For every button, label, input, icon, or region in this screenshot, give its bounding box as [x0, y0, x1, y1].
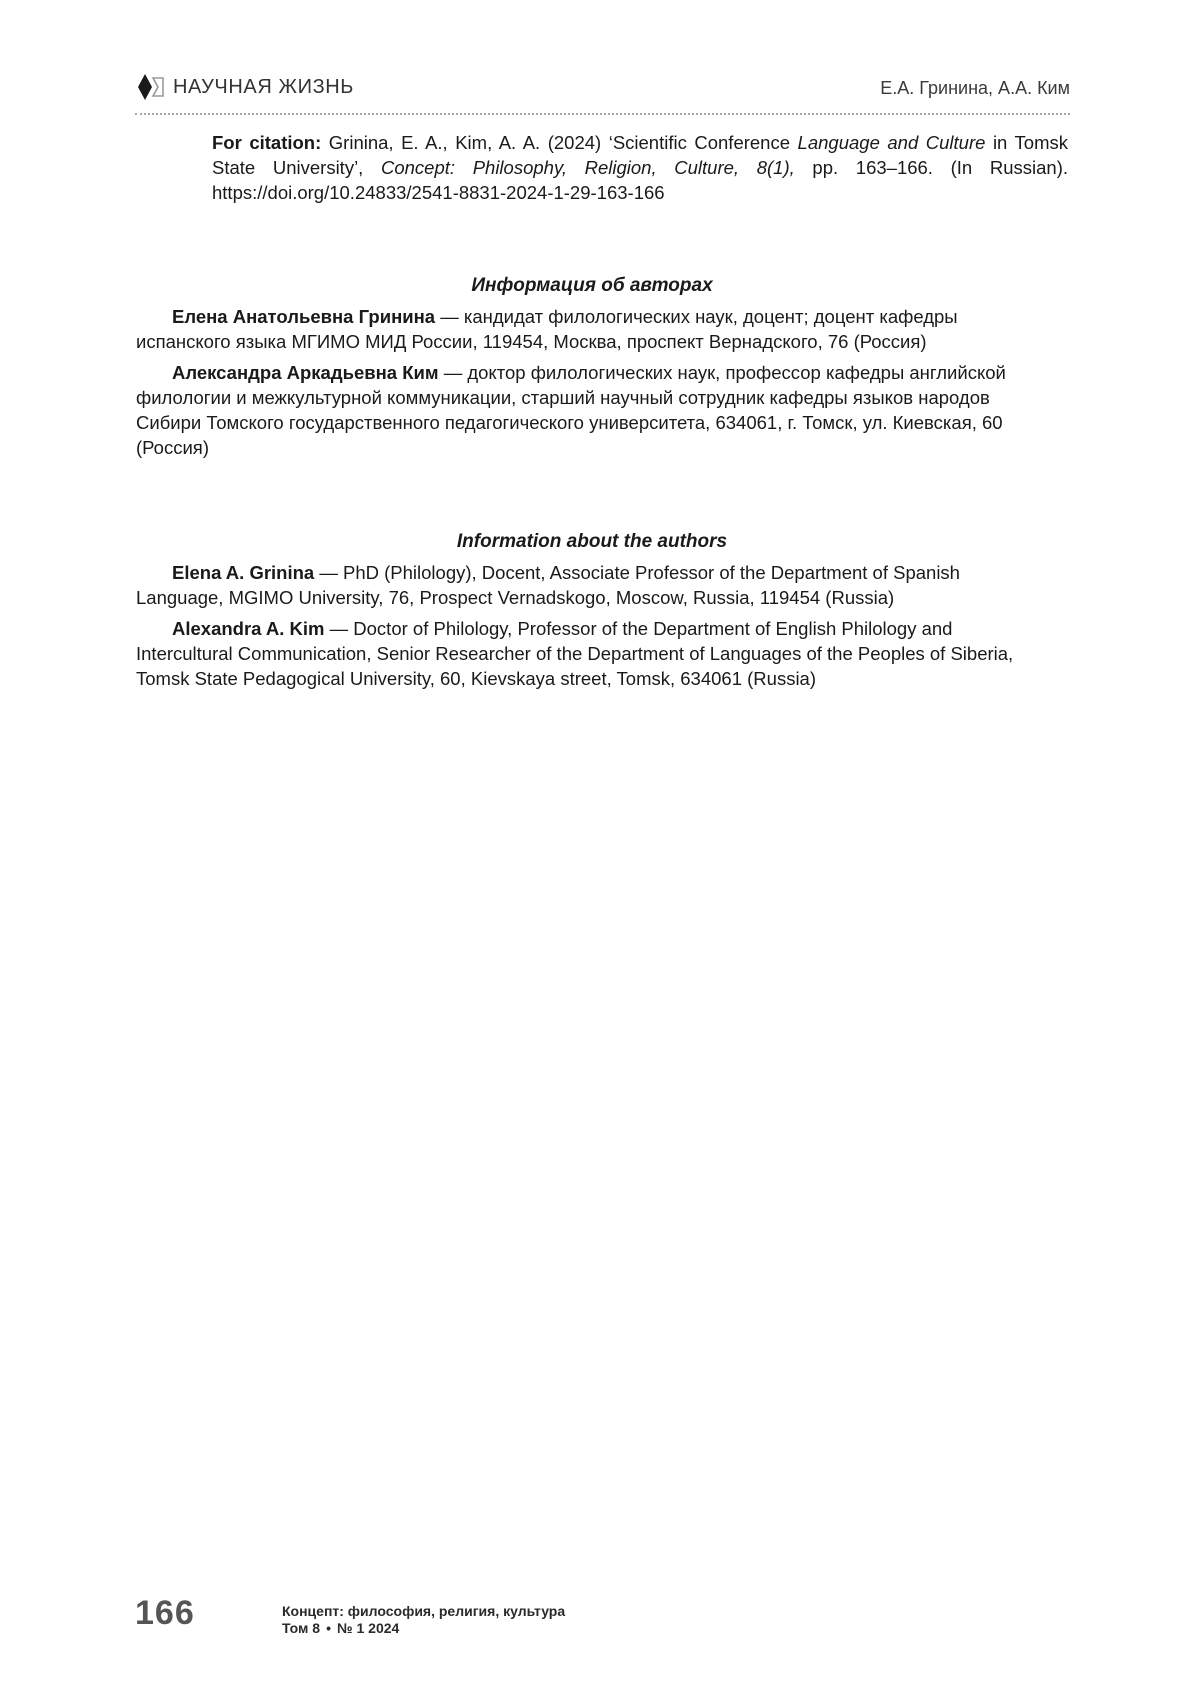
running-authors: Е.А. Гринина, А.А. Ким: [880, 78, 1070, 98]
journal-footer: [282, 1603, 565, 1637]
author-name: Elena A. Grinina: [172, 562, 315, 583]
bullet-separator: •: [326, 1620, 331, 1636]
author-entry-en-1: [136, 560, 1048, 610]
authors-heading-en: Information about the authors: [456, 531, 728, 552]
conference-title: Language and Culture: [797, 132, 986, 153]
author-entry-en-2: [136, 616, 1048, 691]
page-number: 166: [135, 1594, 195, 1632]
header-divider: [135, 113, 1070, 115]
citation-text-2: in Tomsk State University’,: [212, 132, 1068, 178]
author-name: Александра Аркадьевна Ким: [172, 362, 439, 383]
citation-block: [212, 130, 1068, 205]
author-description: — PhD (Philology), Docent, Associate Professor of the Department of Spanish Language, MGIMO University, 76, Prospect Vernadskogo, Moscow, Russia, 119454 (Russia): [136, 562, 960, 608]
author-description: — Doctor of Philology, Professor of the Department of English Philology and Intercultural Communication, Senior Researcher of the Department of Languages of the Peoples of Siberia, Tomsk State Pedagogical University, 60, Kievskaya street, Tomsk, 634061 (Russia): [136, 618, 1014, 689]
authors-info-ru: [136, 273, 1048, 466]
journal-volume: Том 8: [282, 1620, 321, 1636]
author-description: — кандидат филологических наук, доцент; доцент кафедры испанского языка МГИМО МИД России, 119454, Москва, проспект Вернадского, 76 (Россия): [136, 306, 958, 352]
authors-info-en: [136, 529, 1048, 697]
citation-label: For citation:: [212, 132, 322, 153]
header-section: [135, 73, 354, 101]
journal-name: Концепт: философия, религия, культура: [282, 1603, 566, 1619]
citation-text-1: Grinina, E. A., Kim, A. A. (2024) ‘Scientific Conference: [321, 132, 798, 153]
author-entry-ru-1: [136, 304, 1048, 354]
author-name: Alexandra A. Kim: [172, 618, 325, 639]
author-name: Елена Анатольевна Гринина: [172, 306, 436, 327]
citation-text-3: pp. 163–166. (In Russian). https://doi.org/10.24833/2541-8831-2024-1-29-163-166: [212, 157, 1068, 203]
journal-issue-line: [282, 1620, 565, 1637]
author-description: — доктор филологических наук, профессор кафедры английской филологии и межкультурной коммуникации, старший научный сотрудник кафедры языков народов Сибири Томского государственного педагогического университета, 634061, г. Томск, ул. Киевская, 60 (Россия): [136, 362, 1006, 458]
diamond-logo-icon: [135, 73, 165, 101]
author-entry-ru-2: [136, 360, 1048, 460]
journal-title: Concept: Philosophy, Religion, Culture, 8(1),: [380, 157, 795, 178]
journal-issue: № 1 2024: [336, 1620, 400, 1636]
authors-heading-ru: Информация об авторах: [471, 275, 713, 296]
section-title: НАУЧНАЯ ЖИЗНЬ: [173, 75, 355, 98]
running-header: [135, 70, 1070, 104]
